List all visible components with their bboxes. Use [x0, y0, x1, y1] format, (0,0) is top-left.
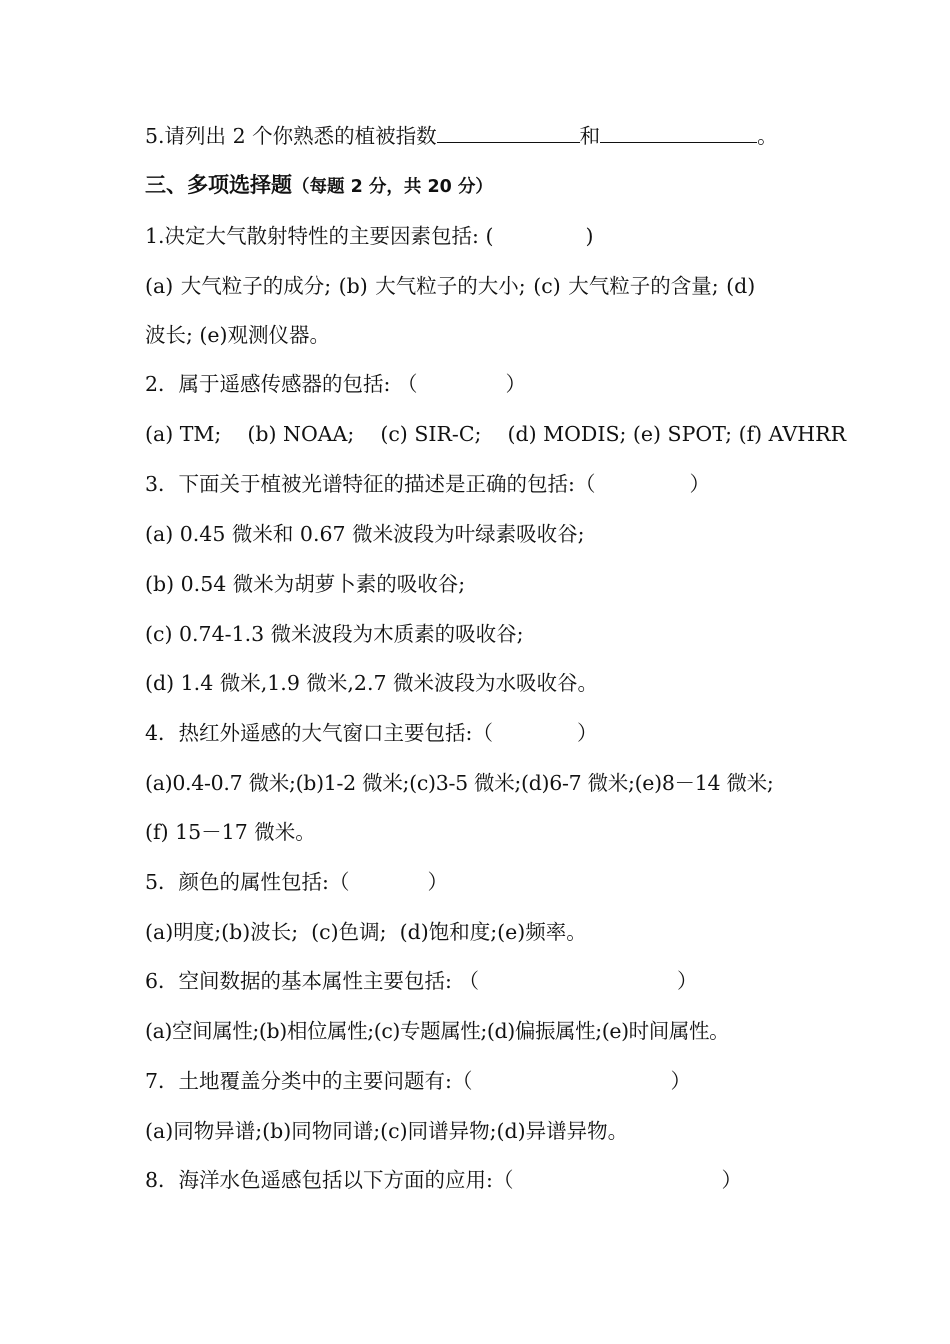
question-4-option-line: (f) 15－17 微米。: [145, 820, 316, 844]
question-1-option-line: 波长; (e)观测仪器。: [145, 323, 331, 347]
section-note: （每题 2 分，共 20 分）: [292, 177, 493, 197]
question-3-option-line: (c) 0.74-1.3 微米波段为木质素的吸收谷;: [145, 622, 524, 646]
question-5-stem: [145, 867, 448, 897]
question-2-option-line: (a) TM; (b) NOAA; (c) SIR-C; (d) MODIS; (e) SPOT; (f) AVHRR: [145, 422, 847, 446]
question-close: ）: [676, 969, 698, 993]
question-7-stem: [145, 1066, 691, 1096]
question-7-option-line: (a)同物异谱;(b)同物同谱;(c)同谱异物;(d)异谱异物。: [145, 1119, 629, 1143]
question-8-stem: [145, 1165, 742, 1195]
question-6-stem: [145, 966, 697, 996]
question-text: 6．空间数据的基本属性主要包括: （: [145, 969, 479, 993]
question-text: 8．海洋水色遥感包括以下方面的应用:（: [145, 1168, 514, 1192]
section-heading: [145, 170, 493, 202]
answer-blank-1[interactable]: [437, 124, 580, 143]
question-text: 2．属于遥感传感器的包括: （: [145, 372, 418, 396]
fill-question-5: [145, 121, 778, 151]
question-text: 1.决定大气散射特性的主要因素包括: (: [145, 224, 494, 248]
question-connector: 和: [579, 124, 601, 148]
question-3-option-line: (d) 1.4 微米,1.9 微米,2.7 微米波段为水吸收谷。: [145, 671, 599, 695]
question-text: 7．土地覆盖分类中的主要问题有:（: [145, 1069, 473, 1093]
question-2-stem: [145, 369, 526, 399]
question-text: 5．颜色的属性包括:（: [145, 870, 350, 894]
section-title: 三、多项选择题: [145, 173, 292, 197]
question-3-option-line: (a) 0.45 微米和 0.67 微米波段为叶绿素吸收谷;: [145, 522, 585, 546]
question-6-option-line: (a)空间属性;(b)相位属性;(c)专题属性;(d)偏振属性;(e)时间属性。: [145, 1019, 730, 1043]
question-close: ）: [427, 870, 448, 894]
question-4-option-line: (a)0.4-0.7 微米;(b)1-2 微米;(c)3-5 微米;(d)6-7 微米;(e)8－14 微米;: [145, 771, 774, 795]
answer-blank-2[interactable]: [600, 124, 757, 143]
question-close: ）: [689, 472, 710, 496]
question-text: 5.请列出 2 个你熟悉的植被指数: [145, 124, 437, 148]
question-close: ): [585, 224, 594, 248]
question-close: ）: [505, 372, 526, 396]
question-close: ）: [670, 1069, 691, 1093]
question-4-stem: [145, 718, 597, 748]
question-close: ）: [721, 1168, 742, 1192]
question-end: 。: [757, 124, 778, 148]
question-close: ）: [576, 721, 598, 745]
question-1-option-line: (a) 大气粒子的成分; (b) 大气粒子的大小; (c) 大气粒子的含量; (d): [145, 274, 756, 298]
question-3-option-line: (b) 0.54 微米为胡萝卜素的吸收谷;: [145, 572, 466, 596]
question-text: 4．热红外遥感的大气窗口主要包括:（: [145, 721, 493, 745]
question-5-option-line: (a)明度;(b)波长; (c)色调; (d)饱和度;(e)频率。: [145, 920, 587, 944]
question-3-stem: [145, 469, 710, 499]
question-text: 3．下面关于植被光谱特征的描述是正确的包括:（: [145, 472, 596, 496]
question-1-stem: [145, 221, 593, 251]
